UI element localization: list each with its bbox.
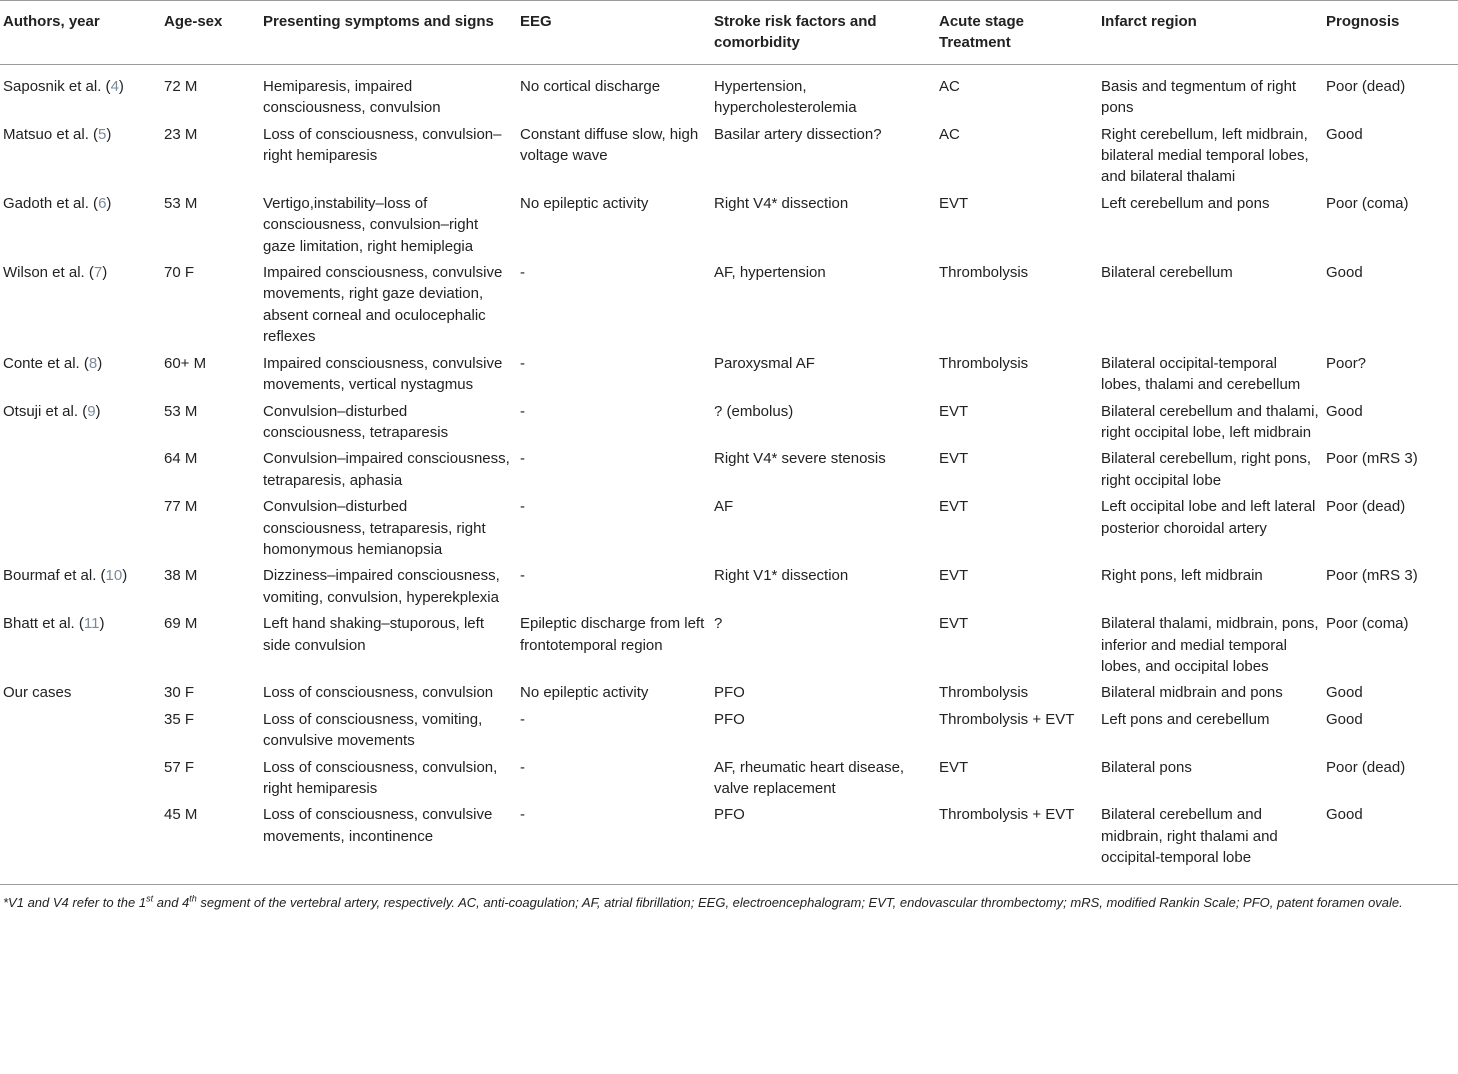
footnote-sup1: st [146, 893, 154, 904]
prognosis-cell: Good [1326, 264, 1363, 282]
reference-link[interactable]: 8 [88, 354, 98, 372]
footnote-part1: *V1 and V4 refer to the 1 [3, 894, 147, 910]
eeg-cell: - [520, 402, 525, 420]
author-name: Saposnik et al. ( [3, 77, 111, 95]
symptoms-cell: Dizziness–impaired consciousness, vomiting, convulsion, hyperekplexia [263, 567, 500, 606]
risk-factors-cell: Right V4* severe stenosis [714, 450, 886, 468]
eeg-cell: No epileptic activity [520, 684, 649, 702]
risk-factors-cell: ? [714, 615, 723, 633]
prognosis-cell: Poor (mRS 3) [1326, 450, 1418, 468]
symptoms-cell: Vertigo,instability–loss of consciousness, convulsion–right gaze limitation, right hemiplegia [263, 194, 479, 255]
infarct-region-cell: Bilateral thalami, midbrain, pons, inferior and medial temporal lobes, and occipital lobes [1101, 615, 1319, 675]
symptoms-cell: Convulsion–disturbed consciousness, tetraparesis, right homonymous hemianopsia [263, 498, 486, 558]
risk-factors-cell: PFO [714, 710, 745, 728]
symptoms-cell: Left hand shaking–stuporous, left side convulsion [263, 615, 484, 654]
author-cell [0, 262, 161, 353]
symptoms-cell: Convulsion–impaired consciousness, tetraparesis, aphasia [263, 450, 510, 489]
prognosis-cell: Good [1326, 125, 1363, 143]
author-name: Otsuji et al. ( [3, 402, 88, 420]
treatment-cell: AC [939, 125, 960, 143]
author-cell [0, 64, 161, 123]
prognosis-cell: Good [1326, 710, 1363, 728]
symptoms-cell: Convulsion–disturbed consciousness, tetraparesis [263, 402, 449, 441]
author-name: Bhatt et al. ( [3, 615, 84, 633]
reference-close: ) [118, 77, 124, 95]
infarct-region-cell: Bilateral occipital-temporal lobes, thalami and cerebellum [1101, 354, 1301, 394]
age-sex-cell: 72 M [164, 77, 198, 95]
author-name: Wilson et al. ( [3, 264, 94, 282]
infarct-region-cell: Bilateral cerebellum [1101, 264, 1233, 282]
risk-factors-cell: PFO [714, 684, 745, 702]
eeg-cell: - [520, 758, 525, 776]
author-cell [0, 448, 161, 496]
treatment-cell: EVT [939, 758, 969, 776]
prognosis-cell: Poor? [1326, 354, 1367, 372]
infarct-region-cell: Left occipital lobe and left lateral posterior choroidal artery [1101, 498, 1316, 537]
treatment-cell: EVT [939, 450, 969, 468]
table-row [0, 353, 1458, 401]
treatment-cell: Thrombolysis [939, 684, 1029, 702]
table-body [0, 64, 1458, 884]
eeg-cell: Constant diffuse slow, high voltage wave [520, 125, 699, 165]
author-cell [0, 682, 161, 708]
reference-link[interactable]: 7 [93, 264, 103, 282]
prognosis-cell: Poor (mRS 3) [1326, 567, 1418, 585]
symptoms-cell: Hemiparesis, impaired consciousness, convulsion [263, 77, 441, 117]
risk-factors-cell: AF, hypertension [714, 264, 826, 282]
eeg-cell: - [520, 264, 525, 282]
table-row [0, 124, 1458, 193]
table-row [0, 682, 1458, 708]
footnote [0, 885, 1458, 913]
infarct-region-cell: Basis and tegmentum of right pons [1101, 77, 1297, 117]
table-row [0, 709, 1458, 757]
reference-close: ) [99, 615, 105, 633]
symptoms-cell: Loss of consciousness, convulsion, right hemiparesis [263, 758, 498, 797]
treatment-cell: Thrombolysis [939, 264, 1029, 282]
infarct-region-cell: Right pons, left midbrain [1101, 567, 1263, 585]
age-sex-cell: 69 M [164, 615, 198, 633]
footnote-part2: and 4 [153, 894, 190, 910]
reference-close: ) [106, 125, 112, 143]
eeg-cell: - [520, 354, 525, 372]
infarct-region-cell: Bilateral midbrain and pons [1101, 684, 1283, 702]
reference-link[interactable]: 11 [83, 615, 100, 633]
column-header: Authors, year [3, 13, 100, 30]
treatment-cell: Thrombolysis + EVT [939, 806, 1075, 824]
author-cell [0, 565, 161, 613]
treatment-cell: EVT [939, 194, 969, 212]
table-row [0, 496, 1458, 565]
eeg-cell: - [520, 806, 525, 824]
risk-factors-cell: Paroxysmal AF [714, 354, 815, 372]
prognosis-cell: Poor (dead) [1326, 498, 1406, 516]
age-sex-cell: 64 M [164, 450, 198, 468]
author-cell [0, 709, 161, 757]
prognosis-cell: Poor (coma) [1326, 194, 1409, 212]
eeg-cell: - [520, 567, 525, 585]
reference-close: ) [106, 194, 112, 212]
author-name: Matsuo et al. ( [3, 125, 99, 143]
risk-factors-cell: AF, rheumatic heart disease, valve replacement [714, 758, 905, 797]
age-sex-cell: 45 M [164, 806, 198, 824]
eeg-cell: Epileptic discharge from left frontotemporal region [520, 615, 705, 654]
column-header: Age-sex [164, 13, 223, 30]
reference-link[interactable]: 9 [87, 402, 96, 420]
author-cell [0, 804, 161, 884]
column-header: Prognosis [1326, 13, 1400, 30]
treatment-cell: EVT [939, 498, 969, 516]
author-cell [0, 613, 161, 682]
eeg-cell: - [520, 710, 525, 728]
treatment-cell: Thrombolysis + EVT [939, 710, 1075, 728]
risk-factors-cell: AF [714, 498, 734, 516]
age-sex-cell: 70 F [164, 264, 195, 282]
column-header: Infarct region [1101, 13, 1197, 30]
risk-factors-cell: ? (embolus) [714, 402, 794, 420]
age-sex-cell: 77 M [164, 498, 198, 516]
author-cell [0, 353, 161, 401]
symptoms-cell: Loss of consciousness, vomiting, convulsive movements [263, 710, 483, 750]
prognosis-cell: Poor (dead) [1326, 758, 1406, 776]
treatment-cell: EVT [939, 615, 969, 633]
table-row [0, 613, 1458, 682]
age-sex-cell: 35 F [164, 710, 195, 728]
reference-close: ) [102, 264, 108, 282]
infarct-region-cell: Right cerebellum, left midbrain, bilateral medial temporal lobes, and bilateral thalami [1101, 125, 1309, 186]
infarct-region-cell: Bilateral cerebellum, right pons, right occipital lobe [1101, 450, 1312, 489]
reference-close: ) [122, 567, 128, 585]
reference-link[interactable]: 5 [98, 125, 107, 143]
eeg-cell: No epileptic activity [520, 194, 649, 212]
age-sex-cell: 53 M [164, 194, 198, 212]
treatment-cell: EVT [939, 402, 969, 420]
author-name: Our cases [3, 684, 72, 702]
eeg-cell: - [520, 450, 525, 468]
column-header: EEG [520, 13, 552, 30]
infarct-region-cell: Bilateral pons [1101, 758, 1192, 776]
table-row [0, 757, 1458, 805]
infarct-region-cell: Left pons and cerebellum [1101, 710, 1270, 728]
footnote-sup2: th [189, 893, 197, 904]
table-row [0, 64, 1458, 123]
age-sex-cell: 60+ M [164, 354, 207, 372]
table-row [0, 448, 1458, 496]
eeg-cell: No cortical discharge [520, 77, 661, 95]
prognosis-cell: Good [1326, 402, 1363, 420]
author-name: Bourmaf et al. ( [3, 567, 106, 585]
table-row [0, 401, 1458, 449]
column-header: Acute stage Treatment [939, 13, 1025, 52]
age-sex-cell: 57 F [164, 758, 195, 776]
table-row [0, 804, 1458, 884]
age-sex-cell: 30 F [164, 684, 195, 702]
column-header: Presenting symptoms and signs [263, 13, 494, 30]
prognosis-cell: Poor (coma) [1326, 615, 1409, 633]
author-cell [0, 193, 161, 262]
age-sex-cell: 23 M [164, 125, 198, 143]
risk-factors-cell: Right V1* dissection [714, 567, 849, 585]
reference-link[interactable]: 10 [105, 567, 123, 585]
treatment-cell: AC [939, 77, 960, 95]
table-row [0, 565, 1458, 613]
risk-factors-cell: Right V4* dissection [714, 194, 849, 212]
age-sex-cell: 38 M [164, 567, 198, 585]
symptoms-cell: Impaired consciousness, convulsive movements, vertical nystagmus [263, 354, 503, 394]
reference-close: ) [97, 354, 103, 372]
prognosis-cell: Good [1326, 684, 1363, 702]
infarct-region-cell: Left cerebellum and pons [1101, 194, 1270, 212]
column-header: Stroke risk factors and comorbidity [714, 13, 877, 52]
treatment-cell: EVT [939, 567, 969, 585]
author-name: Gadoth et al. ( [3, 194, 99, 212]
eeg-cell: - [520, 498, 525, 516]
author-cell [0, 124, 161, 193]
table-row [0, 262, 1458, 353]
infarct-region-cell: Bilateral cerebellum and midbrain, right thalami and occipital-temporal lobe [1101, 806, 1278, 867]
reference-link[interactable]: 4 [110, 77, 119, 95]
symptoms-cell: Impaired consciousness, convulsive movements, right gaze deviation, absent corneal and oculocephalic reflexes [263, 264, 503, 346]
infarct-region-cell: Bilateral cerebellum and thalami, right occipital lobe, left midbrain [1101, 402, 1319, 441]
footnote-part3: segment of the vertebral artery, respectively. AC, anti-coagulation; AF, atrial fibrillation; EEG, electroencephalogram; EVT, endovascular thrombectomy; mRS, modified Rankin Scale; PFO, patent foramen ovale. [196, 894, 1403, 910]
author-cell [0, 757, 161, 805]
prognosis-cell: Good [1326, 806, 1363, 824]
author-cell [0, 496, 161, 565]
table-header [0, 1, 1458, 65]
symptoms-cell: Loss of consciousness, convulsive movements, incontinence [263, 806, 493, 845]
symptoms-cell: Loss of consciousness, convulsion–right hemiparesis [263, 125, 502, 165]
author-name: Conte et al. ( [3, 354, 89, 372]
treatment-cell: Thrombolysis [939, 354, 1029, 372]
age-sex-cell: 53 M [164, 402, 198, 420]
author-cell [0, 401, 161, 449]
symptoms-cell: Loss of consciousness, convulsion [263, 684, 494, 702]
reference-link[interactable]: 6 [98, 194, 107, 212]
risk-factors-cell: Basilar artery dissection? [714, 125, 882, 143]
prognosis-cell: Poor (dead) [1326, 77, 1406, 95]
reference-close: ) [95, 402, 101, 420]
table-row [0, 193, 1458, 262]
risk-factors-cell: Hypertension, hypercholesterolemia [714, 77, 857, 117]
header-row [0, 1, 1458, 65]
risk-factors-cell: PFO [714, 806, 745, 824]
